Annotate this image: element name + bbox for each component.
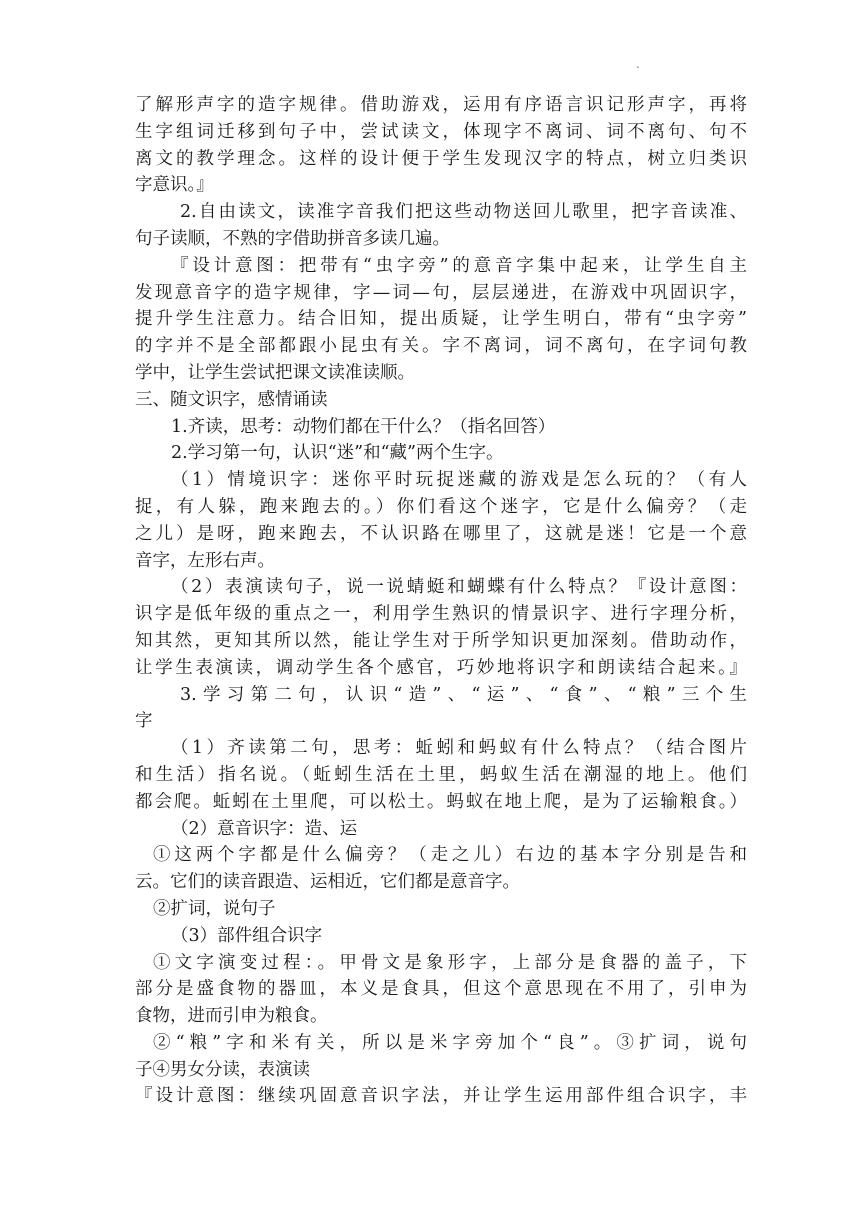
- paragraph-line: ②扩词，说句子: [153, 898, 276, 919]
- paragraph-line: 部分是盛食物的器皿，本义是食具，但这个意思现在不用了，引申为: [135, 979, 747, 1000]
- paragraph-line: 生字组词迁移到句子中，尝试读文，体现字不离词、词不离句、句不: [135, 121, 747, 142]
- paragraph-line: 都会爬。蚯蚓在土里爬，可以松土。蚂蚁在地上爬，是为了运输粮食。）: [135, 791, 747, 812]
- paragraph-line: 食物，进而引申为粮食。: [135, 1006, 328, 1027]
- paragraph-line: （1）齐读第二句，思考：蚯蚓和蚂蚁有什么特点？（结合图片: [171, 738, 747, 759]
- paragraph-line: 知其然，更知其所以然，能让学生对于所学知识更加深刻。借助动作，: [135, 630, 747, 651]
- paragraph-line: 1.齐读，思考：动物们都在干什么？（指名回答）: [171, 416, 556, 437]
- paragraph-line: 离文的教学理念。这样的设计便于学生发现汉字的特点，树立归类识: [135, 148, 747, 169]
- paragraph-line: （2）表演读句子，说一说蜻蜓和蝴蝶有什么特点？『设计意图：: [171, 577, 747, 598]
- paragraph-line: ②“粮”字和米有关，所以是米字旁加个“良”。③扩词，说句: [153, 1032, 747, 1053]
- document-body: [135, 92, 747, 1110]
- paragraph-line: 句子读顺，不熟的字借助拼音多读几遍。: [135, 228, 450, 249]
- paragraph-line: 学中，让学生尝试把课文读准读顺。: [135, 362, 415, 383]
- paragraph-line: 子④男女分读，表演读: [135, 1059, 310, 1080]
- paragraph-line: （2）意音识字：造、运: [171, 818, 358, 839]
- paragraph-line: 发现意音字的造字规律，字—词—句，层层递进，在游戏中巩固识字，: [135, 282, 747, 303]
- paragraph-line: 识字是低年级的重点之一，利用学生熟识的情景识字、进行字理分析，: [135, 604, 747, 625]
- paragraph-line: 了解形声字的造字规律。借助游戏，运用有序语言识记形声字，再将: [135, 95, 747, 115]
- paragraph-line: （1）情境识字：迷你平时玩捉迷藏的游戏是怎么玩的？（有人: [171, 470, 747, 491]
- paragraph-line: 3.学习第二句，认识“造”、“运”、“食”、“粮”三个生: [180, 684, 747, 705]
- paragraph-line: 之儿）是呀，跑来跑去，不认识路在哪里了，这就是迷！它是一个意: [135, 523, 747, 544]
- paragraph-line: 云。它们的读音跟造、运相近，它们都是意音字。: [135, 872, 520, 893]
- paragraph-line: 2.学习第一句，认识“迷”和“藏”两个生字。: [171, 443, 504, 464]
- paragraph-line: 的字并不是全部都跟小昆虫有关。字不离词，词不离句，在字词句教: [135, 336, 747, 357]
- page-mark: .: [636, 57, 640, 71]
- paragraph-line: 捉，有人躲，跑来跑去的。）你们看这个迷字，它是什么偏旁？（走: [135, 496, 747, 517]
- paragraph-line: 音字，左形右声。: [135, 550, 275, 571]
- paragraph-line: 字: [135, 711, 153, 732]
- section-heading: 三、随文识字，感情诵读: [135, 389, 328, 410]
- paragraph-line: 2.自由读文，读准字音我们把这些动物送回儿歌里，把字音读准、: [180, 202, 747, 223]
- paragraph-line: 和生活）指名说。（蚯蚓生活在土里，蚂蚁生活在潮湿的地上。他们: [135, 764, 747, 785]
- paragraph-line: 让学生表演读，调动学生各个感官，巧妙地将识字和朗读结合起来。』: [135, 657, 747, 678]
- paragraph-line: ①文字演变过程：。甲骨文是象形字，上部分是食器的盖子，下: [153, 952, 747, 973]
- paragraph-line: ①这两个字都是什么偏旁？（走之儿）右边的基本字分别是告和: [153, 845, 747, 866]
- paragraph-line: 『设计意图：继续巩固意音识字法，并让学生运用部件组合识字，丰: [135, 1086, 747, 1107]
- paragraph-line: 字意识。』: [135, 175, 214, 196]
- paragraph-line: 提升学生注意力。结合旧知，提出质疑，让学生明白，带有“虫字旁”: [135, 309, 747, 330]
- paragraph-line: 『设计意图：把带有“虫字旁”的意音字集中起来，让学生自主: [171, 255, 747, 276]
- paragraph-line: （3）部件组合识字: [171, 925, 323, 946]
